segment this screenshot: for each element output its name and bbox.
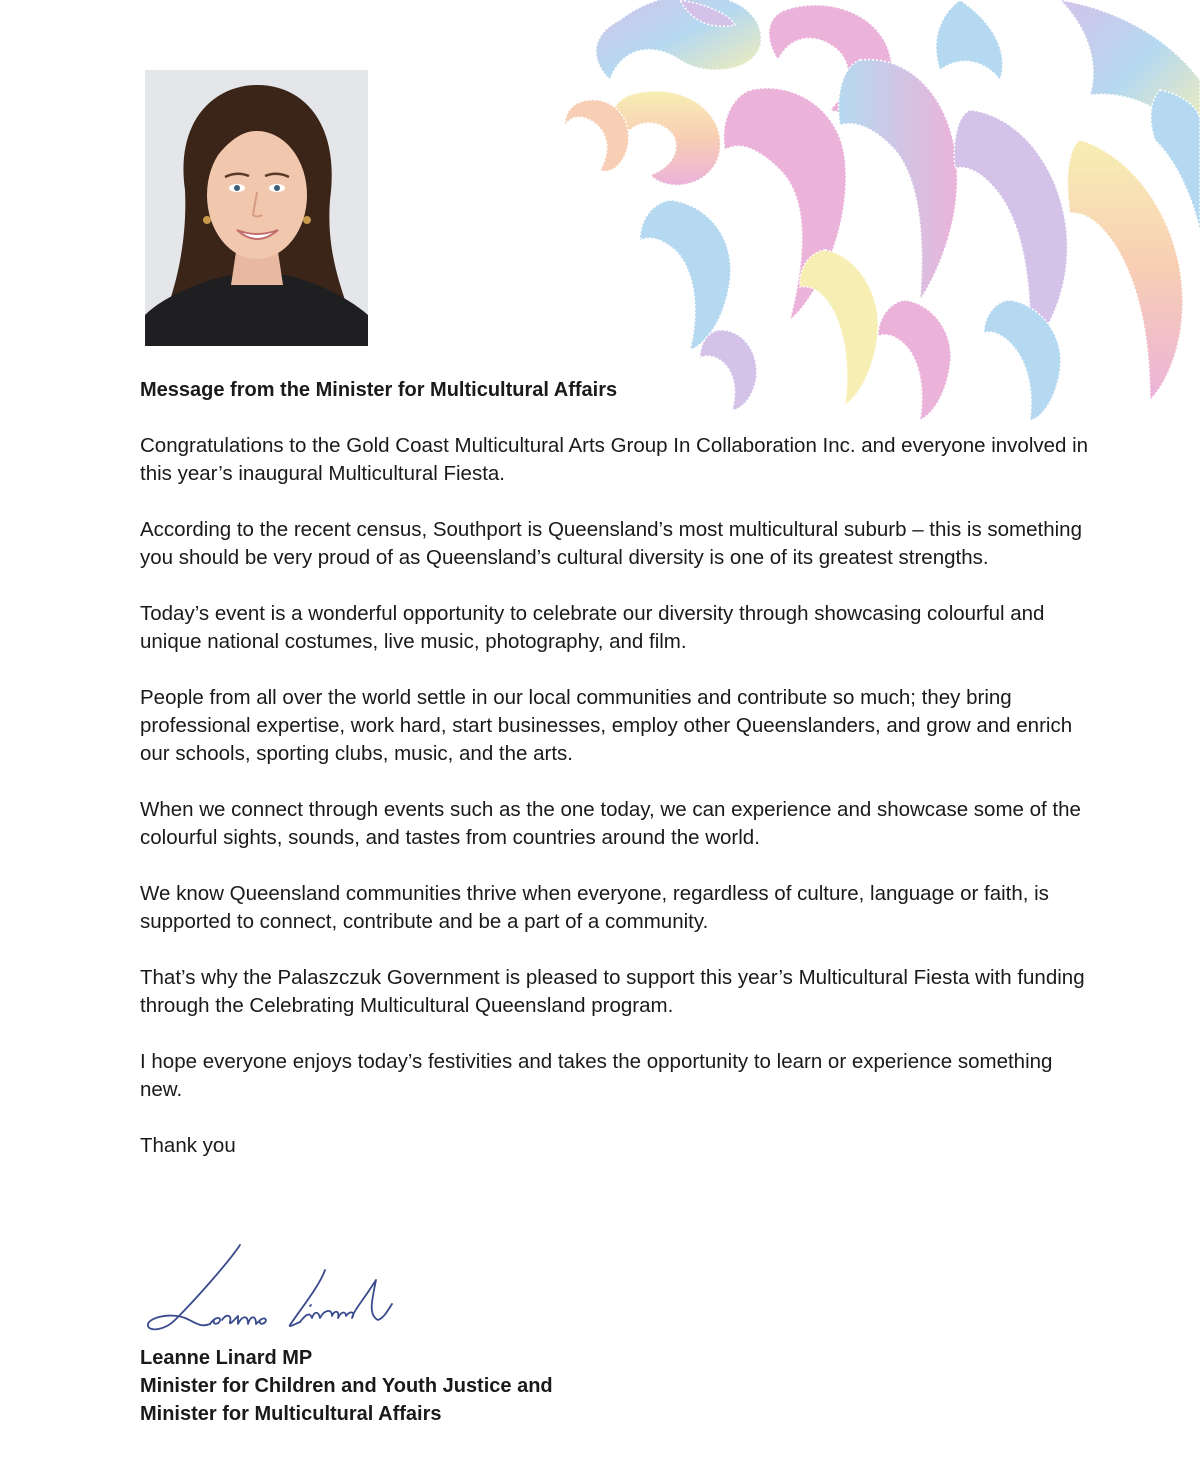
signatory-name: Leanne Linard MP bbox=[140, 1347, 313, 1369]
paragraph: According to the recent census, Southport is Queensland’s most multicultural suburb – this is something you should be very proud of as Queensland’s cultural diversity is one of its greatest strengths. bbox=[140, 518, 1082, 569]
signatory-title: Minister for Multicultural Affairs bbox=[140, 1403, 442, 1425]
paragraph: People from all over the world settle in our local communities and contribute so much; they bring professional expertise, work hard, start businesses, employ other Queenslanders, and grow and enrich our schools, sporting clubs, music, and the arts. bbox=[140, 686, 1073, 765]
decorative-paisley-splash bbox=[560, 0, 1200, 420]
letter-body bbox=[140, 376, 1090, 1160]
paragraph: When we connect through events such as the one today, we can experience and showcase some of the colourful sights, sounds, and tastes from countries around the world. bbox=[140, 798, 1081, 849]
closing-line: Thank you bbox=[140, 1134, 236, 1157]
minister-portrait-photo bbox=[145, 70, 368, 346]
letter-heading: Message from the Minister for Multicultural Affairs bbox=[140, 379, 618, 401]
signoff-block bbox=[140, 1344, 553, 1428]
handwritten-signature bbox=[140, 1240, 430, 1340]
signatory-title: Minister for Children and Youth Justice and bbox=[140, 1375, 553, 1397]
paragraph: We know Queensland communities thrive when everyone, regardless of culture, language or faith, is supported to connect, contribute and be a part of a community. bbox=[140, 882, 1049, 933]
paragraph: That’s why the Palaszczuk Government is pleased to support this year’s Multicultural Fiesta with funding through the Celebrating Multicultural Queensland program. bbox=[140, 966, 1085, 1017]
paragraph: Today’s event is a wonderful opportunity to celebrate our diversity through showcasing colourful and unique national costumes, live music, photography, and film. bbox=[140, 602, 1045, 653]
paragraph: I hope everyone enjoys today’s festivities and takes the opportunity to learn or experience something new. bbox=[140, 1050, 1053, 1101]
paragraph: Congratulations to the Gold Coast Multicultural Arts Group In Collaboration Inc. and everyone involved in this year’s inaugural Multicultural Fiesta. bbox=[140, 434, 1089, 485]
